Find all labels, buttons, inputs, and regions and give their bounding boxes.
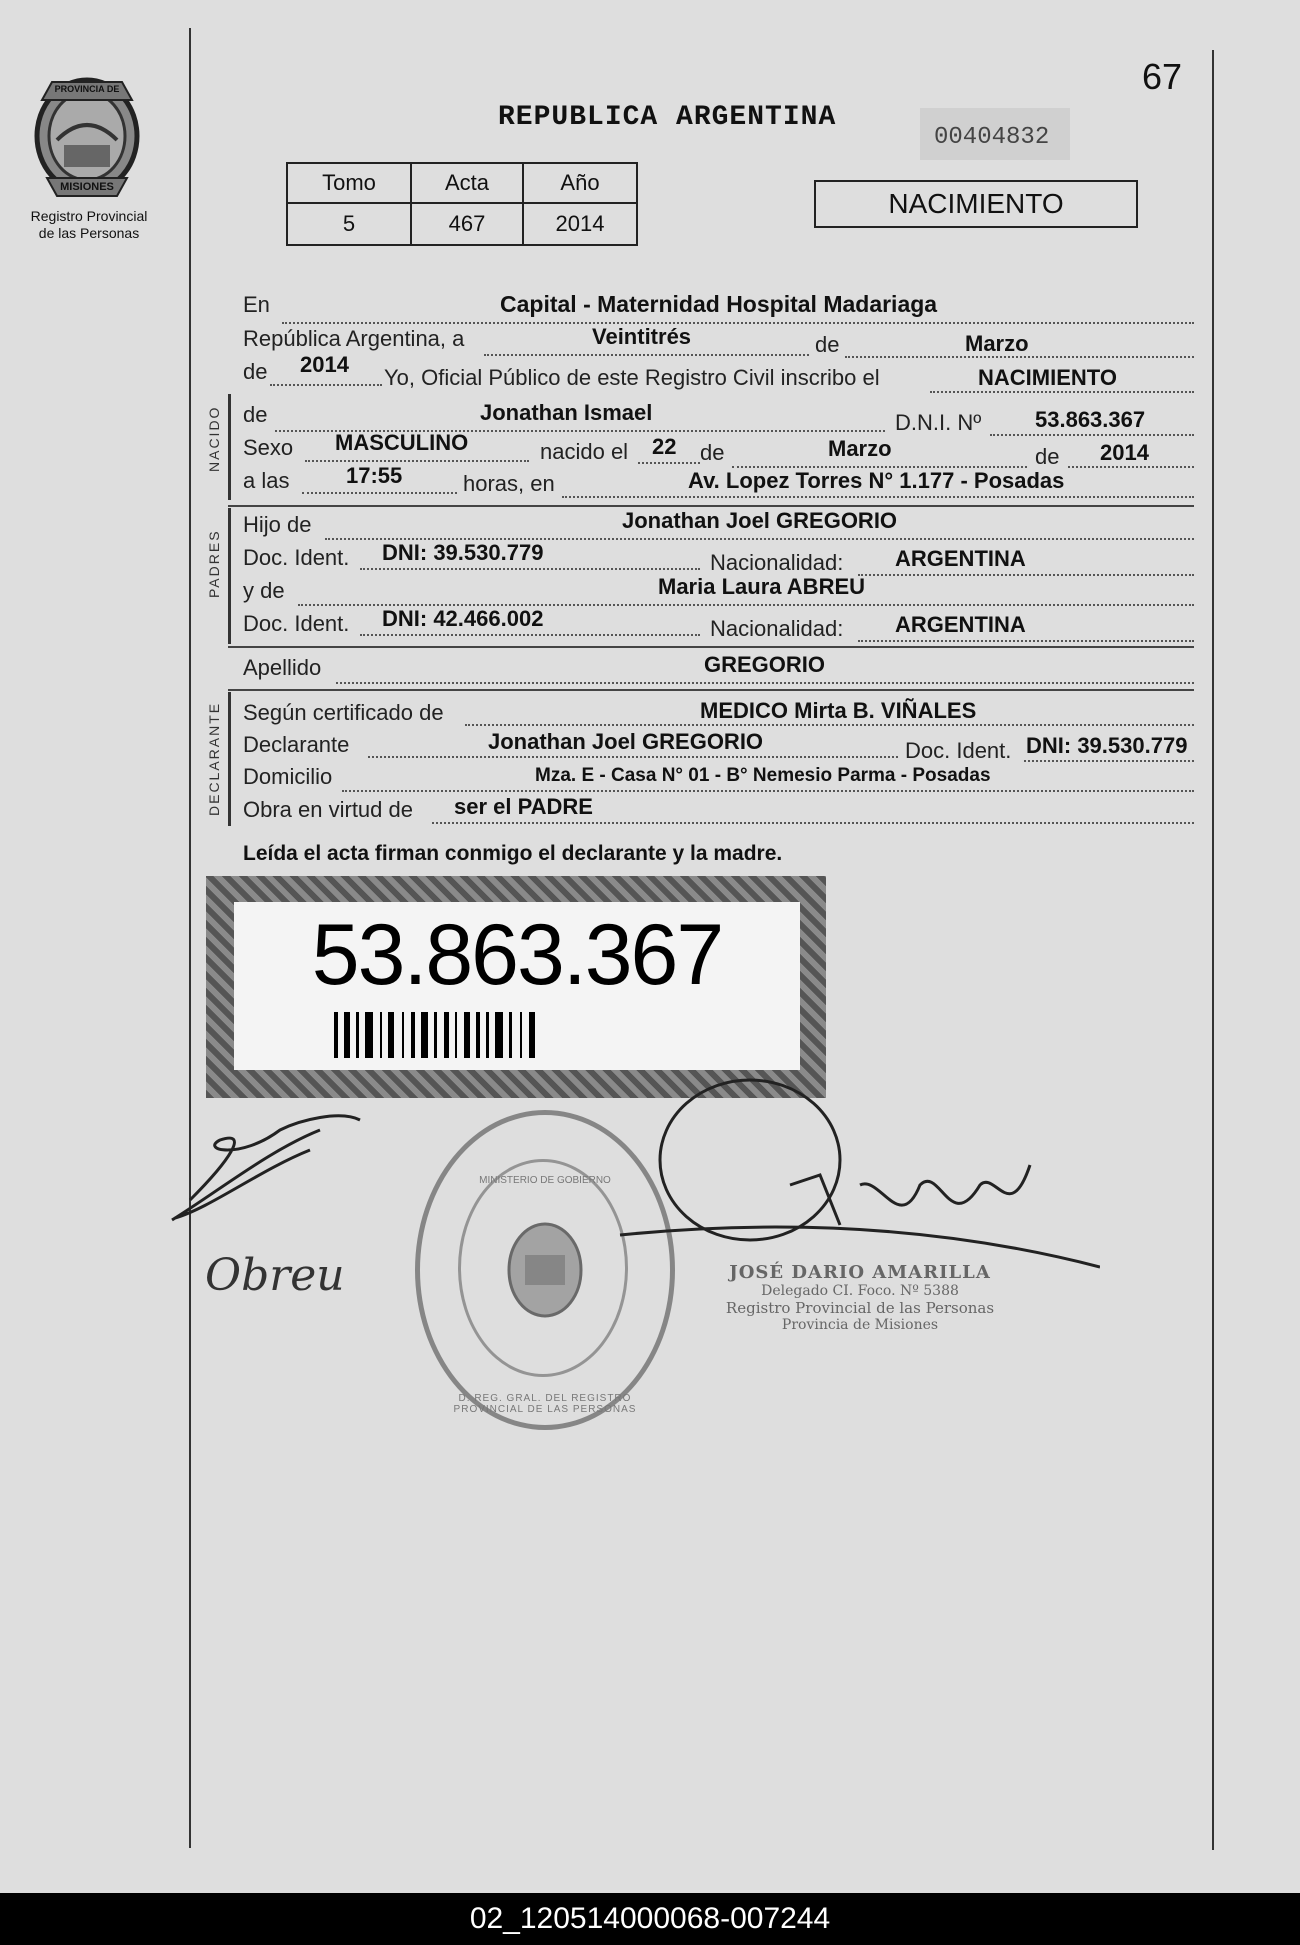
label-de-nombre: de xyxy=(243,402,268,427)
serial-number-text: 00404832 xyxy=(934,124,1050,151)
value-dia-nac: 22 xyxy=(652,434,677,459)
value-padre-nac: ARGENTINA xyxy=(895,546,1026,571)
label-doc-ident-2: Doc. Ident. xyxy=(243,611,350,636)
country-title: REPUBLICA ARGENTINA xyxy=(498,102,837,133)
value-nombre: Jonathan Ismael xyxy=(480,400,653,425)
barcode-bar xyxy=(411,1012,415,1058)
barcode xyxy=(334,1012,704,1058)
value-mes: Marzo xyxy=(965,331,1029,356)
label-declarante: Declarante xyxy=(243,732,350,757)
official-signature xyxy=(600,1075,1100,1275)
section-nacido: NACIDO xyxy=(206,405,222,472)
label-y-de: y de xyxy=(243,578,285,603)
left-margin-line xyxy=(189,28,191,1848)
dni-sticker-number: 53.863.367 xyxy=(311,907,723,1003)
madre-signature xyxy=(160,1090,400,1320)
dni-sticker xyxy=(206,876,826,1098)
label-en: En xyxy=(243,292,270,317)
footer-bar xyxy=(0,1893,1300,1945)
label-horas-en: horas, en xyxy=(463,471,555,496)
barcode-bar xyxy=(444,1012,449,1058)
value-madre: Maria Laura ABREU xyxy=(658,574,866,599)
value-lugar-nac: Av. Lopez Torres N° 1.177 - Posadas xyxy=(688,468,1065,493)
leida-text: Leída el acta firman conmigo el declarante y la madre. xyxy=(243,842,783,865)
official-province: Provincia de Misiones xyxy=(781,1317,939,1333)
label-a-las: a las xyxy=(243,468,290,493)
barcode-bar xyxy=(464,1012,470,1058)
madre-signature-text: Obreu xyxy=(205,1250,345,1301)
doc-type-label: NACIMIENTO xyxy=(888,188,1064,219)
barcode-bar xyxy=(434,1012,437,1058)
value-madre-doc: DNI: 42.466.002 xyxy=(382,606,544,631)
ref-header-acta: Acta xyxy=(411,163,523,203)
barcode-bar xyxy=(529,1012,535,1058)
barcode-bar xyxy=(476,1012,480,1058)
label-segun: Según certificado de xyxy=(243,700,444,725)
dni-sticker-inner xyxy=(234,902,800,1070)
label-hijo-de: Hijo de xyxy=(243,512,312,537)
barcode-bar xyxy=(509,1012,512,1058)
official-stamp xyxy=(700,1262,1020,1333)
label-de: de xyxy=(815,332,840,357)
coat-of-arms-icon xyxy=(500,1215,590,1325)
label-nacionalidad-2: Nacionalidad: xyxy=(710,616,844,641)
value-declarante-doc: DNI: 39.530.779 xyxy=(1026,733,1188,758)
barcode-bar xyxy=(388,1012,394,1058)
doc-type-box xyxy=(814,180,1138,228)
label-de-mes: de xyxy=(700,440,725,465)
label-sexo: Sexo xyxy=(243,435,294,460)
seal-text-bottom: MISIONES xyxy=(60,181,114,193)
barcode-bar xyxy=(455,1012,457,1058)
barcode-bar xyxy=(334,1012,338,1058)
ref-value-anio: 2014 xyxy=(523,203,637,245)
value-hora: 17:55 xyxy=(346,463,403,488)
label-de2: de xyxy=(243,359,268,384)
label-yo-oficial: Yo, Oficial Público de este Registro Civil inscribo el xyxy=(384,365,880,390)
label-doc-ident: Doc. Ident. xyxy=(243,545,350,570)
value-dni: 53.863.367 xyxy=(1035,407,1146,432)
section-padres: PADRES xyxy=(206,529,222,598)
ref-table xyxy=(286,162,638,246)
label-apellido: Apellido xyxy=(243,655,322,680)
round-seal-outer-text: D. REG. GRAL. DEL REGISTRO PROVINCIAL DE LAS PERSONAS xyxy=(453,1393,637,1415)
right-margin-line xyxy=(1212,50,1214,1850)
label-dni: D.N.I. Nº xyxy=(895,410,982,435)
value-anio-nac: 2014 xyxy=(1100,440,1149,465)
label-republica: República Argentina, a xyxy=(243,326,465,351)
barcode-bar xyxy=(486,1012,489,1058)
value-obra: ser el PADRE xyxy=(454,794,593,819)
logo-caption-2: de las Personas xyxy=(38,225,140,241)
value-padre: Jonathan Joel GREGORIO xyxy=(622,508,898,533)
section-declarante: DECLARANTE xyxy=(206,701,222,816)
footer-file-id: 02_120514000068-007244 xyxy=(469,1902,831,1935)
official-role: Delegado CI. Foco. Nº 5388 xyxy=(761,1283,959,1299)
official-office: Registro Provincial de las Personas xyxy=(725,1299,995,1317)
seal-text-top: PROVINCIA DE xyxy=(54,84,120,94)
official-name: JOSÉ DARIO AMARILLA xyxy=(729,1262,991,1283)
value-padre-doc: DNI: 39.530.779 xyxy=(382,540,544,565)
value-madre-nac: ARGENTINA xyxy=(895,612,1026,637)
ref-value-acta: 467 xyxy=(411,203,523,245)
value-dia: Veintitrés xyxy=(592,324,692,349)
barcode-bar xyxy=(380,1012,382,1058)
barcode-bar xyxy=(520,1012,522,1058)
label-domicilio: Domicilio xyxy=(243,764,333,789)
label-de-anio: de xyxy=(1035,444,1060,469)
value-domicilio: Mza. E - Casa N° 01 - B° Nemesio Parma - Posadas xyxy=(535,765,991,786)
label-nacido-el: nacido el xyxy=(540,439,629,464)
barcode-bar xyxy=(495,1012,503,1058)
ref-header-tomo: Tomo xyxy=(287,163,411,203)
barcode-bar xyxy=(402,1012,404,1058)
barcode-bar xyxy=(365,1012,373,1058)
value-anio: 2014 xyxy=(300,352,349,377)
value-declarante: Jonathan Joel GREGORIO xyxy=(488,729,764,754)
label-doc-ident-3: Doc. Ident. xyxy=(905,738,1012,763)
page-number: 67 xyxy=(1142,56,1183,97)
ref-header-anio: Año xyxy=(523,163,637,203)
value-acto: NACIMIENTO xyxy=(978,365,1117,390)
value-certificado: MEDICO Mirta B. VIÑALES xyxy=(700,698,977,723)
barcode-bar xyxy=(356,1012,359,1058)
value-mes-nac: Marzo xyxy=(828,436,892,461)
value-apellido: GREGORIO xyxy=(704,652,826,677)
round-seal-inner-text: MINISTERIO DE GOBIERNO xyxy=(479,1175,611,1186)
barcode-bar xyxy=(421,1012,428,1058)
province-logo xyxy=(22,70,152,250)
serial-number xyxy=(920,108,1070,160)
barcode-bar xyxy=(344,1012,350,1058)
ref-value-tomo: 5 xyxy=(287,203,411,245)
value-sexo: MASCULINO xyxy=(335,430,469,455)
label-obra: Obra en virtud de xyxy=(243,797,413,822)
label-nacionalidad: Nacionalidad: xyxy=(710,550,844,575)
value-lugar: Capital - Maternidad Hospital Madariaga xyxy=(500,291,938,317)
logo-caption-1: Registro Provincial xyxy=(30,208,148,224)
